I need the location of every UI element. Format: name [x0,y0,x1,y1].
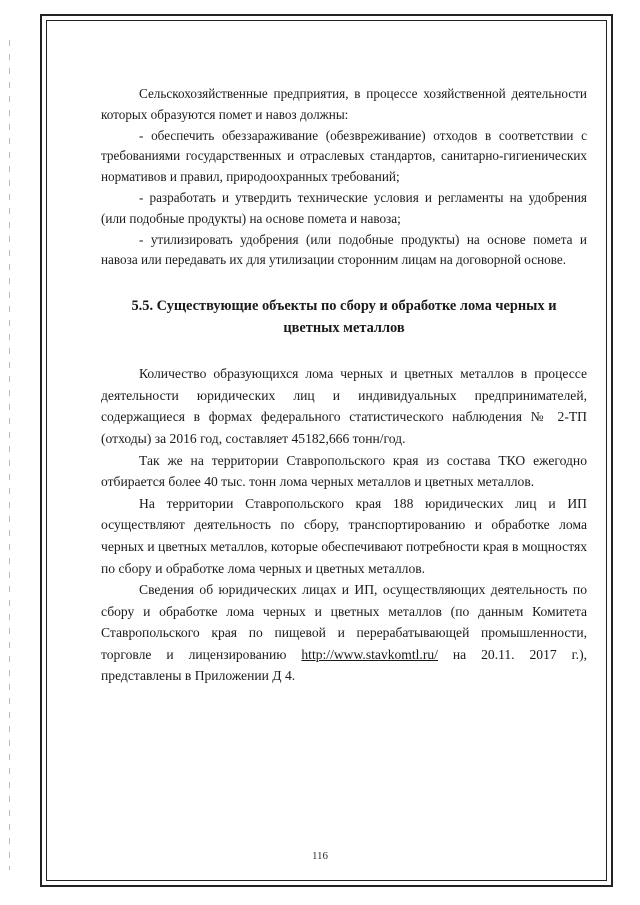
paragraph-text: Сведения об юридических лицах и ИП, осуществляющих деятельность по сбору и обработке лома черных и цветных металлов (по данным Комитета Ставропольского края по пищевой и перерабатывающей промышленности, торговле и лицензированию [101,582,587,662]
document-body [101,84,587,687]
requirement-item: - утилизировать удобрения (или подобные продукты) на основе помета и навоза или передавать их для утилизации сторонним лицам на договорной основе. [101,231,587,268]
section-requirements [101,84,587,271]
paragraph-text: на 20.11. 2017 г.), представлены в Приложении Д 4. [101,646,587,684]
source-link[interactable]: http://www.stavkomtl.ru/ [301,646,438,662]
scan-margin-line [9,40,10,870]
requirements-intro: Сельскохозяйственные предприятия, в процессе хозяйственной деятельности которых образуются помет и навоз должны: [101,86,587,122]
requirement-item: - обеспечить обеззараживание (обезвреживание) отходов в соответствии с требованиями государственных и отраслевых стандартов, санитарно-гигиенических нормативов и правил, природоохранных требований; [101,127,587,185]
section-metals [101,363,587,687]
page-number: 116 [311,850,329,862]
section-heading-line1: 5.5. Существующие объекты по сбору и обработке лома черных и [131,298,557,315]
paragraph: На территории Ставропольского края 188 юридических лиц и ИП осуществляют деятельность по сбору, транспортированию и обработке лома черных и цветных металлов, которые обеспечивают потребности края в мощностях по сбору и обработке лома черных и цветных металлов. [101,495,587,576]
paragraph: Так же на территории Ставропольского края из состава ТКО ежегодно отбирается более 40 тыс. тонн лома черных металлов и цветных металлов. [101,452,587,490]
paragraph: Количество образующихся лома черных и цветных металлов в процессе деятельности юридических лиц и индивидуальных предпринимателей, содержащиеся в формах федерального статистического наблюдения № 2-ТП (отходы) за 2016 год, составляет 45182,666 тонн/год. [101,366,587,446]
section-heading [101,295,587,339]
paragraph [101,579,587,687]
requirement-item: - разработать и утвердить технические условия и регламенты на удобрения (или подобные продукты) на основе помета и навоза; [101,189,587,226]
section-heading-line2: цветных металлов [283,320,405,337]
